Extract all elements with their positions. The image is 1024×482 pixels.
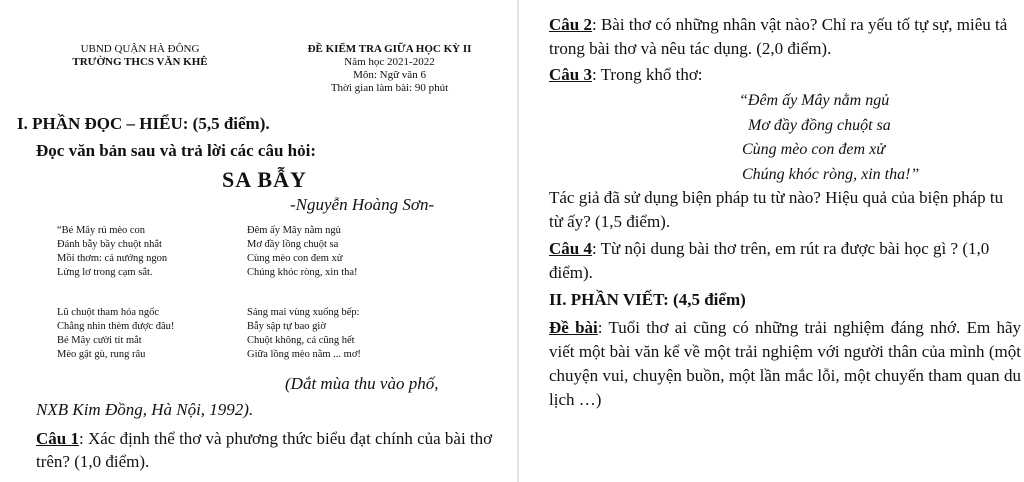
poem-source-line-2: NXB Kim Đồng, Hà Nội, 1992). [36, 400, 254, 419]
quote-line: Cùng mèo con đem xử [742, 141, 885, 158]
school-year: Năm học 2021-2022 [344, 56, 435, 68]
essay-prompt [549, 316, 1021, 412]
poem-line: Sáng mai vùng xuống bếp: [247, 307, 360, 318]
exam-title: ĐỀ KIỂM TRA GIỮA HỌC KỲ II [307, 43, 472, 55]
poem-line: Bé Mây cười tít mắt [57, 335, 142, 346]
question-4-text: : Từ nội dung bài thơ trên, em rút ra được bài học gì ? (1,0 điểm). [549, 239, 990, 282]
school-header [40, 43, 240, 69]
question-2-text: : Bài thơ có những nhân vật nào? Chỉ ra yếu tố tự sự, miêu tả trong bài thơ và nêu tác dụng. (2,0 điểm). [549, 15, 1008, 58]
question-2 [549, 13, 1021, 61]
question-2-label: Câu 2 [549, 15, 592, 34]
poem-title: SA BẪY [222, 167, 307, 192]
question-3-quote [739, 89, 919, 187]
question-3-prompt: Tác giả đã sử dụng biện pháp tu từ nào? Hiệu quả của biện pháp tu từ ấy? (1,5 điểm). [549, 188, 1004, 231]
poem-line: Chuột không, cá cũng hết [247, 335, 355, 346]
poem-line: Mơ đầy lồng chuột sa [247, 239, 339, 250]
exam-page-right [519, 0, 1024, 482]
essay-text: : Tuổi thơ ai cũng có những trải nghiệm đáng nhớ. Em hãy viết một bài văn kể về một trải nghiệm với người thân của mình (một chuyện vui, chuyện buồn, một lần mắc lỗi, một chuyến tham quan du lịch …) [549, 318, 1022, 409]
part1-heading: I. PHẦN ĐỌC – HIỂU: (5,5 điểm). [17, 114, 270, 133]
poem-line: Giữa lồng mèo nằm ... mơ! [247, 349, 361, 360]
subject: Môn: Ngữ văn 6 [353, 69, 426, 81]
poem-author: -Nguyễn Hoàng Sơn- [290, 195, 435, 214]
poem-line: Cùng mèo con đem xử [247, 253, 343, 264]
poem-line: Đêm ấy Mây nằm ngủ [247, 225, 341, 236]
poem-line: Lũ chuột tham hóa ngốc [57, 307, 160, 318]
poem-stanza-1 [57, 224, 167, 280]
poem-source-line-1: (Dắt mùa thu vào phố, [285, 374, 439, 393]
poem-line: Chúng khóc ròng, xin tha! [247, 267, 358, 278]
duration: Thời gian làm bài: 90 phút [330, 82, 449, 94]
poem-stanza-4 [247, 306, 361, 362]
question-4-label: Câu 4 [549, 239, 592, 258]
district-name: UBND QUẬN HÀ ĐÔNG [80, 43, 200, 55]
poem-line: Đánh bẫy bầy chuột nhắt [57, 239, 162, 250]
quote-line: Mơ đầy đồng chuột sa [748, 116, 891, 134]
poem-line: Mèo gật gù, rung râu [57, 349, 146, 360]
question-4 [549, 237, 1021, 285]
question-1-label: Câu 1 [36, 429, 79, 448]
question-3 [549, 63, 1021, 87]
question-3-label: Câu 3 [549, 65, 592, 84]
part2-heading: II. PHẦN VIẾT: (4,5 điểm) [549, 290, 746, 309]
quote-line: “Đêm ấy Mây nằm ngủ [739, 92, 890, 109]
part1-instruction: Đọc văn bản sau và trả lời các câu hỏi: [36, 141, 317, 160]
exam-header [262, 43, 517, 95]
question-1-text: : Xác định thể thơ và phương thức biểu đạt chính của bài thơ trên? (1,0 điểm). [36, 429, 493, 471]
essay-label: Đề bài [549, 318, 598, 337]
question-1 [36, 427, 496, 473]
poem-stanza-2 [247, 224, 358, 280]
poem-line: Lửng lơ trong cạm sắt. [57, 267, 153, 278]
quote-line: Chúng khóc ròng, xin tha!” [742, 165, 920, 183]
poem-line: Mồi thơm: cá nướng ngon [57, 253, 168, 264]
poem-line: “Bé Mây rủ mèo con [57, 225, 146, 236]
poem-line: Bẫy sập tự bao giờ [247, 321, 326, 332]
poem-line: Chẳng nhìn thèm được đâu! [57, 321, 175, 332]
poem-stanza-3 [57, 306, 174, 362]
school-name: TRƯỜNG THCS VĂN KHÊ [72, 56, 208, 68]
question-3-text: : Trong khổ thơ: [591, 65, 703, 84]
